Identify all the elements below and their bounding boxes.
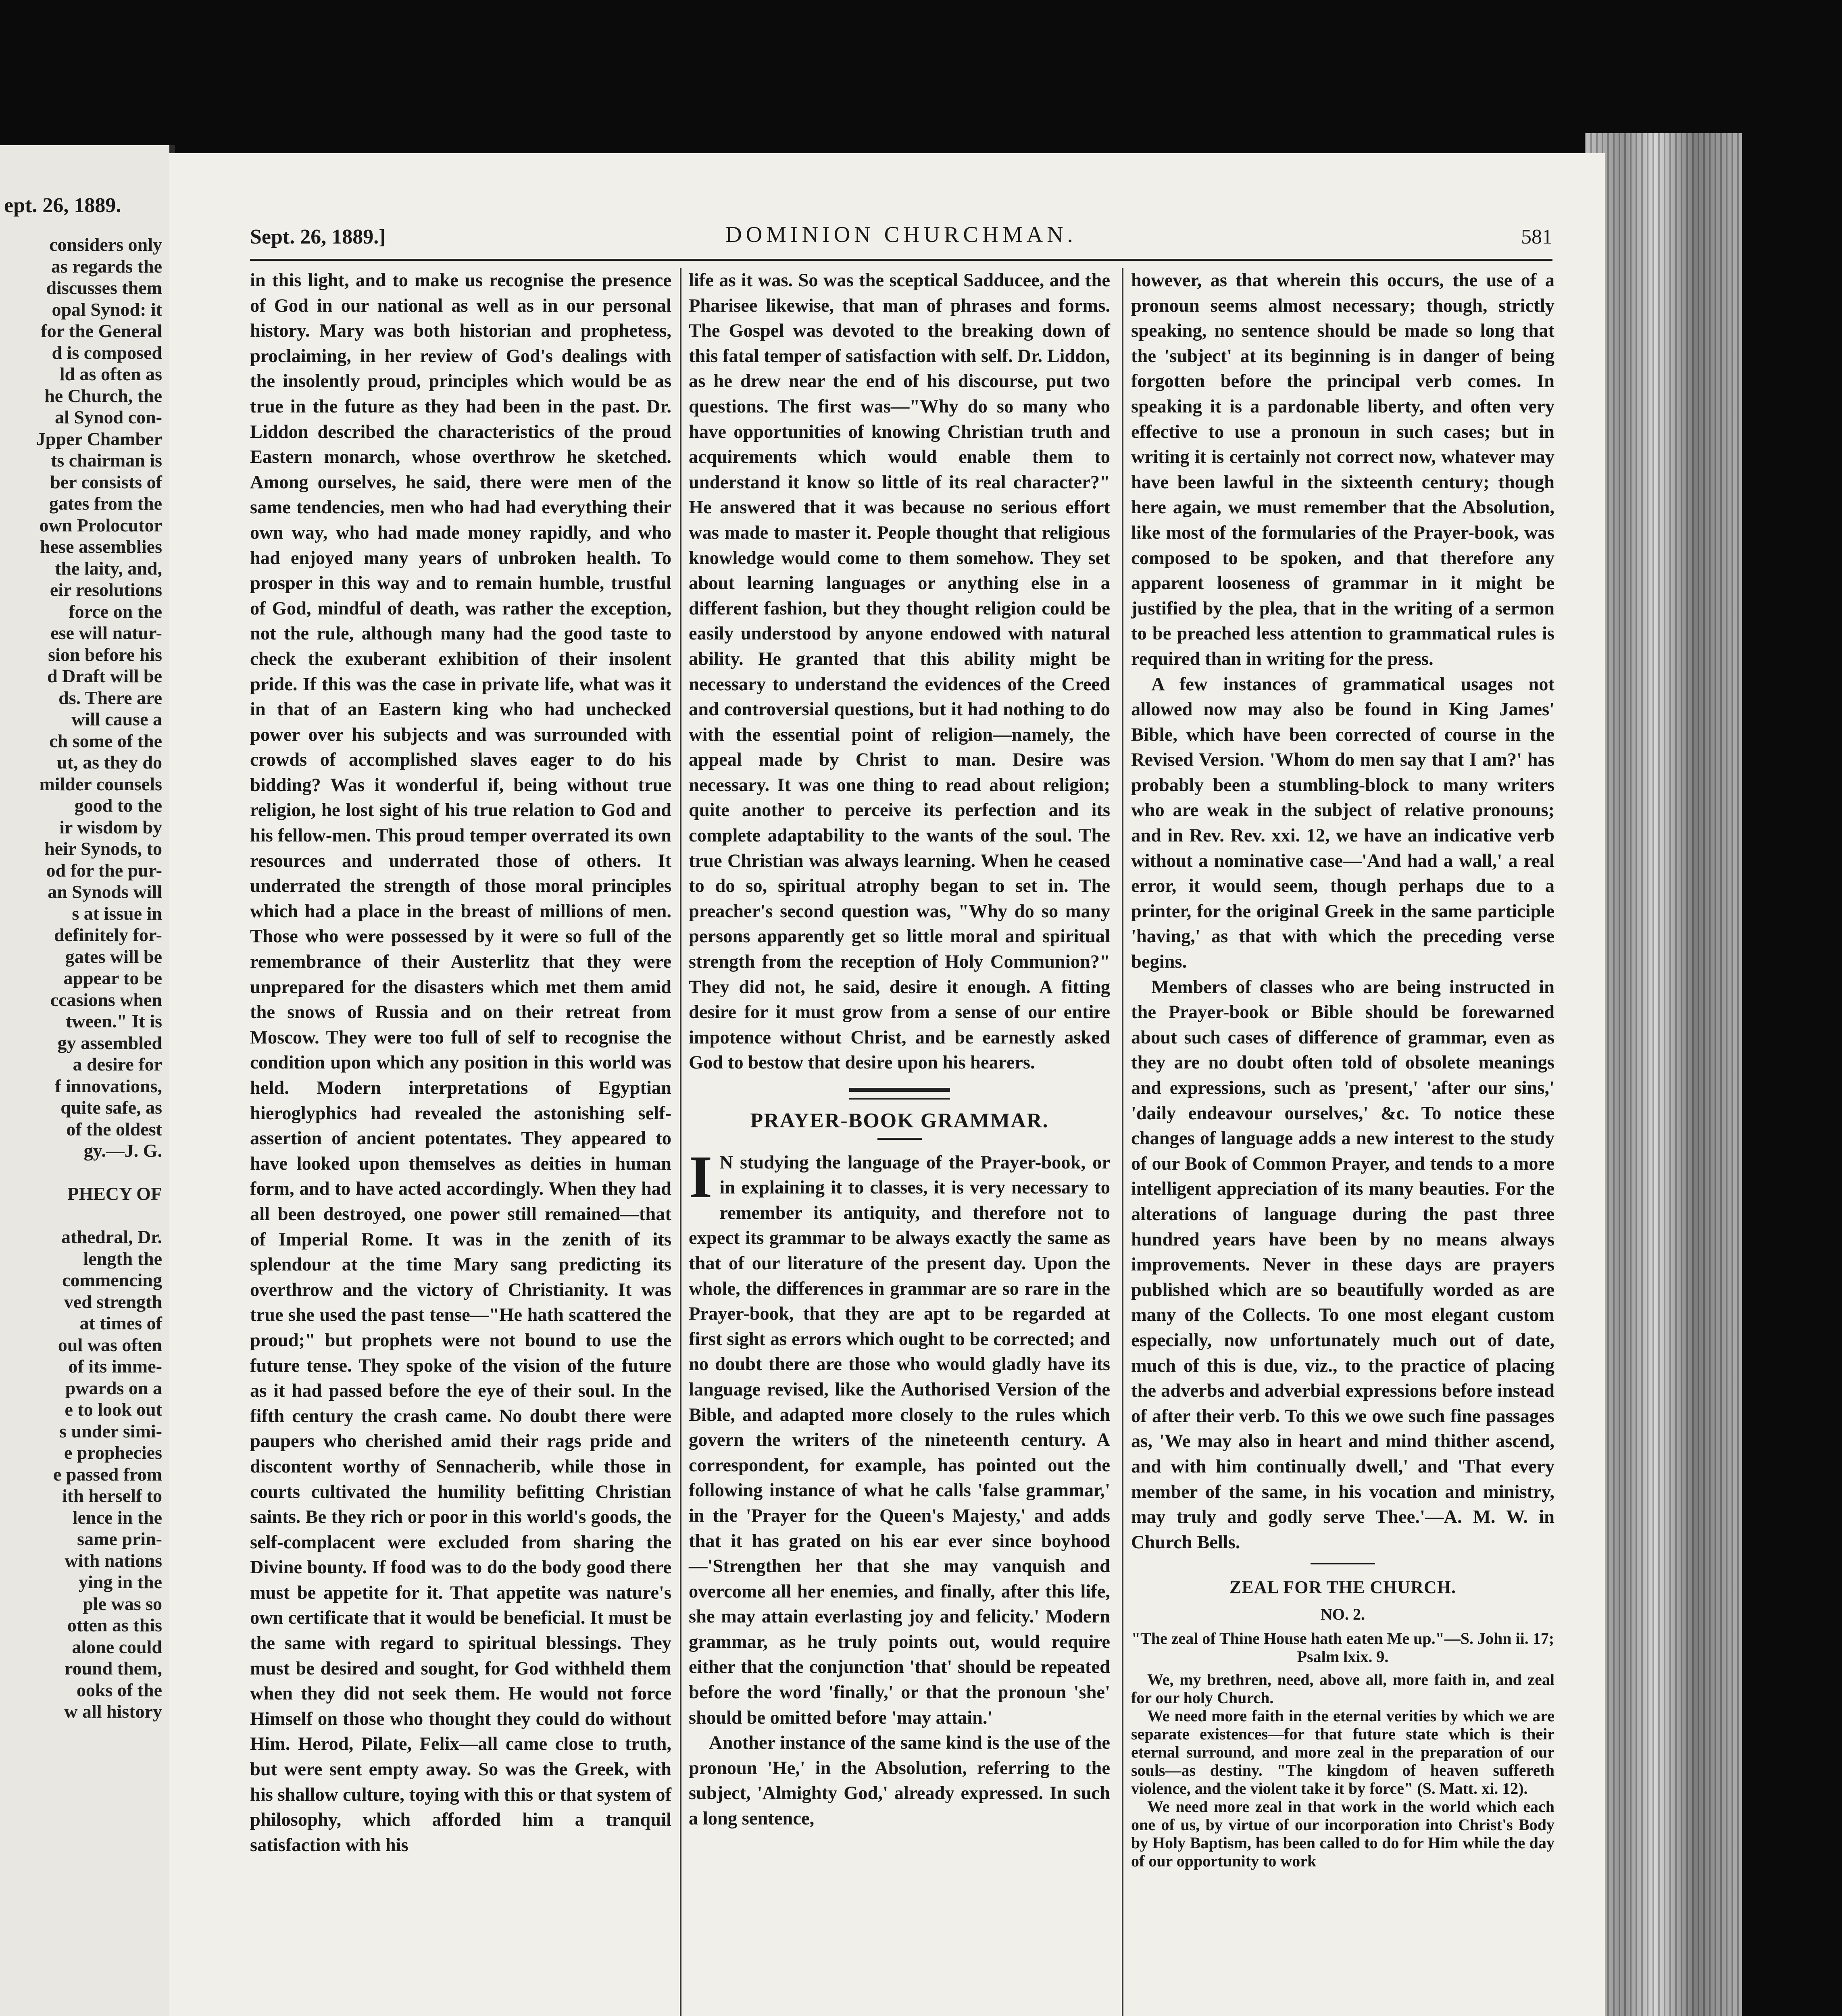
facing-page-line: ld as often as xyxy=(59,364,162,384)
facing-page-line: of the oldest xyxy=(66,1118,162,1139)
facing-page-line: an Synods will xyxy=(48,881,162,902)
facing-page-line: ir wisdom by xyxy=(59,816,162,837)
publication-title: DOMINION CHURCHMAN. xyxy=(725,222,1077,247)
section-rule xyxy=(849,1098,950,1100)
facing-page-line: force on the xyxy=(69,601,162,622)
article-heading: ZEAL FOR THE CHURCH. xyxy=(1229,1577,1456,1597)
article-paragraph: life as it was. So was the sceptical Sadducee, and the Pharisee likewise, that man of phrases and forms. The Gospel was devoted to the breaking down of this fatal temper of satisfaction with self. Dr. Liddon, as he drew near the end of his discourse, put two questions. The first was—"Why do so many who have opportunities of knowing Christian truth and acquirements which would enable them to understand it know so little of its real character?" He answered that it was because no serious effort was made to master it. People thought that religious knowledge would come to them somehow. They set about learning languages or anything else in a different fashion, but they thought religion could be easily understood by anyone endowed with natural ability. He granted that this ability might be necessary to understand the evidences of the Creed and controversial questions, but it had nothing to do with the essential point of religion—namely, the appeal made by Christ to man. Desire was necessary. It was one thing to read about religion; quite another to perceive its perfection and its complete adaptability to the wants of the soul. The true Christian was always learning. When he ceased to do so, spiritual atrophy began to set in. The preacher's second question was, "Why do so many persons apparently get so little moral and spiritual strength from the reception of Holy Communion?" They did not, he said, desire it enough. A fitting desire for it must grow from a sense of our entire impotence without Christ, and be earnestly asked God to bestow that desire upon his hearers. xyxy=(689,270,1110,1073)
facing-page-line: w all history xyxy=(64,1701,162,1722)
facing-page-line: length the xyxy=(83,1248,162,1269)
facing-page-line: gy assembled xyxy=(57,1032,162,1053)
facing-page-line: od for the pur- xyxy=(46,860,162,881)
article-paragraph: We need more zeal in that work in the world which each one of us, by virtue of our incorporation into Christ's Body by Holy Baptism, has been called to do for Him while the day of our opportunity to work xyxy=(1131,1797,1554,1870)
facing-page-line xyxy=(1,1205,162,1227)
facing-page-line: round them, xyxy=(65,1658,162,1679)
article-paragraph: however, as that wherein this occurs, the use of a pronoun seems almost necessary; though, strictly speaking, no sentence should be made so long that the 'subject' at its beginning is in danger of being forgotten before the principal verb comes. In speaking it is a pardonable liberty, and often very effective to use a pronoun in such cases; but in writing it is certainly not correct now, whatever may have been lawful in the sixteenth century; though here again, we must remember that the Absolution, like most of the formularies of the Prayer-book, was composed to be spoken, and that therefore any apparent looseness of grammar in it might be justified by the plea, that in the writing of a sermon to be preached less attention to grammatical rules is required than in writing for the press. xyxy=(1131,270,1554,669)
facing-page-line: ccasions when xyxy=(50,989,162,1010)
facing-page-line: oul was often xyxy=(58,1334,162,1355)
column-divider xyxy=(1122,268,1123,2016)
facing-page-line: lence in the xyxy=(72,1507,162,1528)
facing-page-line: s under simi- xyxy=(59,1420,162,1441)
article-paragraph: in this light, and to make us recognise the presence of God in our national as well as in our personal history. Mary was both historian and prophetess, proclaiming, in her review of God's dealings with the insolently proud, principles which would be as true in the future as they had been in the past. Dr. Liddon described the characteristics of the proud Eastern monarch, whose overthrow he sketched. Among ourselves, he said, there were men of the same tendencies, men who had had everything their own way, who had made money rapidly, and who had enjoyed many years of unbroken health. To prosper in this way and to remain humble, trustful of God, mindful of death, was rather the exception, not the rule, although many had the good taste to check the exuberant exhibition of their insolent pride. If this was the case in private life, what was it in that of an Eastern king who had unchecked power over his subjects and was surrounded with crowds of accomplished slaves eager to do his bidding? Was it wonderful if, being without true religion, he lost sight of his true relation to God and his fellow-men. This proud temper overrated its own resources and underrated those of others. It underrated the strength of those moral principles which had a place in the breast of millions of men. Those who were possessed by it were so full of the remembrance of their Austerlitz that they were unprepared for the disasters which met them amid the snows of Russia and on their retreat from Moscow. They were too full of self to recognise the condition upon which any position in this world was held. Modern interpretations of Egyptian hieroglyphics had revealed the astonishing self-assertion of ancient potentates. They appeared to have looked upon themselves as deities in human form, and to have acted accordingly. When they had all been destroyed, one power still remained—that of Imperial Rome. It was in the zenith of its splendour at the time Mary sang predicting its overthrow and the victory of Christianity. It was true she used the past tense—"He hath scattered the proud;" but prophets were not bound to use the future tense. They spoke of the vision of the future as it had passed before the eye of their soul. In the fifth century the crash came. No doubt there were paupers who cherished amid their rags pride and discontent worthy of Sennacherib, while those in courts cultivated the humility befitting Christian saints. Be they rich or poor in this world's goods, the self-complacent were excluded from sharing the Divine bounty. If food was to do the body good there must be appetite for it. That appetite was nature's own certificate that it would be beneficial. It must be the same with regard to spiritual blessings. They must be desired and sought, for God withheld them when they did not seek them. He would not force Himself on those who thought they could do without Him. Herod, Pilate, Felix—all came close to truth, but were sent empty away. So was the Greek, with his shallow culture, toying with this or that system of philosophy, which afforded him a tranquil satisfaction with his xyxy=(250,270,671,1856)
facing-page-line: pwards on a xyxy=(65,1377,162,1398)
column-1 xyxy=(250,268,671,1858)
facing-page-line: e passed from xyxy=(53,1464,162,1485)
facing-page-line: milder counsels xyxy=(39,773,162,794)
column-2 xyxy=(689,268,1110,1832)
facing-page-line: discusses them xyxy=(46,277,162,298)
facing-page-line: commencing xyxy=(62,1270,162,1290)
facing-page-line: eir resolutions xyxy=(50,579,162,600)
section-rule xyxy=(1311,1563,1375,1564)
facing-page-line: d Draft will be xyxy=(47,666,162,686)
facing-page-line: ch some of the xyxy=(49,730,162,751)
facing-page-line: f innovations, xyxy=(55,1075,162,1096)
facing-page-line: alone could xyxy=(72,1636,162,1657)
facing-page-fragment xyxy=(0,145,175,2016)
facing-page-line: ying in the xyxy=(78,1572,162,1592)
facing-page-line: ut, as they do xyxy=(57,752,162,773)
facing-page-line: gy.—J. G. xyxy=(83,1140,162,1161)
facing-page-line: considers only xyxy=(49,234,162,255)
facing-page-line: e to look out xyxy=(65,1399,162,1420)
facing-page-line: definitely for- xyxy=(54,925,162,945)
facing-page-line: as regards the xyxy=(51,256,162,277)
header-rule xyxy=(250,259,1552,261)
heading-rule xyxy=(877,1138,922,1140)
article-paragraph: A few instances of grammatical usages not allowed now may also be found in King James' Bible, which have been corrected of course in the Revised Version. 'Whom do men say that I am?' has probably been a stumbling-block to many writers who are weak in the subject of relative pronouns; and in Rev. Rev. xxi. 12, we have an indicative verb without a nominative case—'And had a wall,' a real error, it would seem, though perhaps due to a printer, for the original Greek in the same participle 'having,' as that with which the preceding verse begins. xyxy=(1131,674,1554,973)
facing-page-line: ber consists of xyxy=(50,471,162,492)
article-paragraph: We, my brethren, need, above all, more faith in, and zeal for our holy Church. xyxy=(1131,1670,1554,1707)
article-heading: PRAYER-BOOK GRAMMAR. xyxy=(750,1109,1049,1132)
facing-page-line: gates from the xyxy=(49,493,162,514)
facing-page-text xyxy=(1,234,162,1722)
facing-page-date: ept. 26, 1889. xyxy=(4,194,121,217)
book-page-edges xyxy=(1585,133,1742,2016)
article-paragraph: We need more faith in the eternal verities by which we are separate existences—for that future state which is their eternal surround, and more zeal in the preparation of our souls—as destiny. "The kingdom of heaven suffereth violence, and the violent take it by force" (S. Matt. xi. 12). xyxy=(1131,1707,1554,1798)
facing-page-line: the laity, and, xyxy=(55,558,162,579)
facing-page-line: at times of xyxy=(79,1313,162,1333)
header-date: Sept. 26, 1889.] xyxy=(250,225,386,248)
column-divider xyxy=(680,268,681,2016)
facing-page-line: ese will natur- xyxy=(50,623,162,643)
facing-page-line: ved strength xyxy=(64,1291,162,1312)
facing-page-line: ds. There are xyxy=(58,687,162,708)
facing-page-line: opal Synod: it xyxy=(52,299,162,320)
facing-page-line: athedral, Dr. xyxy=(61,1227,162,1247)
facing-page-line: d is composed xyxy=(52,342,162,363)
article-paragraph: IN studying the language of the Prayer-book, or in explaining it to classes, it is very necessary to remember its antiquity, and therefore not to expect its grammar to be always exactly the same as that of our literature of the present day. Upon the whole, the differences in grammar are so rare in the Prayer-book, that they are apt to be regarded at first sight as errors which ought to be corrected; and no doubt there are those who would gladly have its language revised, like the Authorised Version of the Bible, and adapted more closely to the rules which govern the writers of the nineteenth century. A correspondent, for example, has pointed out the following instance of what he calls 'false grammar,' in the 'Prayer for the Queen's Majesty,' and adds that it has grated on his ear ever since boyhood—'Strengthen her that she may vanquish and overcome all her enemies, and finally, after this life, she may attain everlasting joy and felicity.' Modern grammar, as he truly points out, would require either that the conjunction 'that' should be repeated before the word 'finally,' or that the pronoun 'she' should be omitted before 'may attain.' xyxy=(689,1143,1110,1728)
facing-page-line: of its imme- xyxy=(68,1356,162,1377)
facing-page-line: will cause a xyxy=(71,709,162,729)
facing-page-line: appear to be xyxy=(63,968,162,988)
newspaper-page xyxy=(169,153,1605,2016)
column-3 xyxy=(1131,268,1554,1870)
facing-page-line: Jpper Chamber xyxy=(36,428,162,449)
facing-page-line: s at issue in xyxy=(72,903,162,924)
section-rule xyxy=(849,1088,950,1092)
facing-page-line: tween." It is xyxy=(66,1011,162,1031)
facing-page-line: quite safe, as xyxy=(60,1097,162,1118)
facing-page-line: good to the xyxy=(74,795,162,816)
page-number: 581 xyxy=(1521,225,1552,248)
facing-page-line: with nations xyxy=(65,1550,162,1571)
article-paragraph: Another instance of the same kind is the use of the pronoun 'He,' in the Absolution, referring to the subject, 'Almighty God,' already expressed. In such a long sentence, xyxy=(689,1733,1110,1829)
facing-page-line: PHECY OF xyxy=(67,1183,162,1204)
page-header xyxy=(250,222,1552,258)
facing-page-line: for the General xyxy=(41,321,162,341)
facing-page-line: hese assemblies xyxy=(40,536,162,557)
facing-page-line: ith herself to xyxy=(62,1485,162,1506)
facing-page-line: otten as this xyxy=(67,1615,162,1635)
facing-page-line: own Prolocutor xyxy=(39,514,162,535)
facing-page-line: he Church, the xyxy=(44,385,162,406)
facing-page-line: gates will be xyxy=(65,946,162,967)
article-number: NO. 2. xyxy=(1321,1605,1365,1623)
facing-page-line: a desire for xyxy=(73,1054,162,1075)
facing-page-line: al Synod con- xyxy=(55,407,162,427)
facing-page-line: sion before his xyxy=(48,644,162,665)
epigraph: "The zeal of Thine House hath eaten Me up."—S. John ii. 17; Psalm lxix. 9. xyxy=(1131,1629,1554,1666)
facing-page-line: ts chairman is xyxy=(51,450,162,471)
facing-page-line: ooks of the xyxy=(76,1679,162,1700)
facing-page-line: ple was so xyxy=(83,1593,162,1614)
facing-page-line: same prin- xyxy=(77,1529,162,1549)
facing-page-line xyxy=(1,1162,162,1183)
facing-page-line: heir Synods, to xyxy=(44,838,162,859)
facing-page-line: e prophecies xyxy=(64,1442,162,1463)
article-paragraph: Members of classes who are being instructed in the Prayer-book or Bible should be forewarned about such cases of difference of grammar, even as they are no doubt often told of obsolete meanings and expressions, such as 'present,' 'after our sins,' 'daily endeavour ourselves,' &c. To notice these changes of language adds a new interest to the study of our Book of Common Prayer, and tends to a more intelligent appreciation of its many beauties. For the alterations of language during the past three hundred years have been by no means always improvements. Never in these days are prayers published which are so beautifully worded as are many of the Collects. To one most elegant custom especially, now unfortunately much out of date, much of this is due, viz., to the practice of placing the adverbs and adverbial expressions before instead of after their verb. To this we owe such fine passages as, 'We may also in heart and mind thither ascend, and with him continually dwell,' and 'That every member of the same, in his vocation and ministry, may truly and godly serve Thee.'—A. M. W. in Church Bells. xyxy=(1131,977,1554,1553)
